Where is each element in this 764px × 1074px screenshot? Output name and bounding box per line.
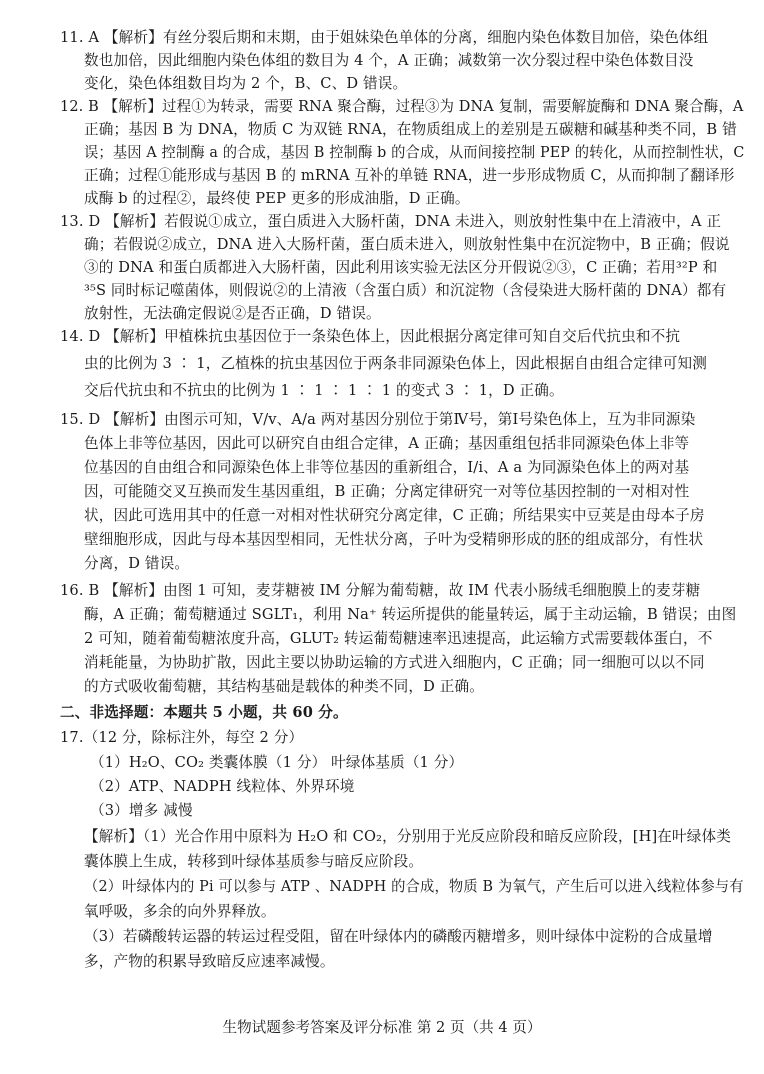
answer-15-line-7: 分离，D 错误。 <box>84 555 190 572</box>
answer-12-line-4: 正确；过程①能形成与基因 B 的 mRNA 互补的单链 RNA，进一步形成物质 C，从而抑制了翻译形 <box>84 167 735 184</box>
answer-14-line-3: 交后代抗虫和不抗虫的比例为 1 ∶ 1 ∶ 1 ∶ 1 的变式 3 ∶ 1，D 正确。 <box>84 382 564 399</box>
answer-17-item-1: （1）H₂O、CO₂ 类囊体膜（1 分） 叶绿体基质（1 分） <box>90 754 464 771</box>
section-heading: 二、非选择题：本题共 5 小题，共 60 分。 <box>60 704 348 721</box>
answer-16-line-2: 酶，A 正确；葡萄糖通过 SGLT₁，利用 Na⁺ 转运所提供的能量转运，属于主动运输，B 错误；由图 <box>84 606 737 623</box>
answer-12-line-5: 成酶 b 的过程②，最终使 PEP 更多的形成油脂，D 正确。 <box>84 190 470 207</box>
answer-11-line-2: 数也加倍，因此细胞内染色体组的数目为 4 个，A 正确；减数第一次分裂过程中染色体数目没 <box>84 52 694 69</box>
answer-17-analysis-line-6: 多，产物的积累导致暗反应速率减慢。 <box>84 953 335 970</box>
answer-13-line-3: ③的 DNA 和蛋白质都进入大肠杆菌，因此利用该实验无法区分开假说②③，C 正确；若用³²P 和 <box>84 259 718 276</box>
answer-17-analysis-line-2: 囊体膜上生成，转移到叶绿体基质参与暗反应阶段。 <box>84 853 424 870</box>
answer-14-line-2: 虫的比例为 3 ∶ 1，乙植株的抗虫基因位于两条非同源染色体上，因此根据自由组合定律可知测 <box>84 355 707 372</box>
answer-17-item-2: （2）ATP、NADPH 线粒体、外界环境 <box>90 778 355 795</box>
answer-12-line-3: 误；基因 A 控制酶 a 的合成，基因 B 控制酶 b 的合成，从而间接控制 PEP 的转化，从而控制性状，C <box>84 144 745 161</box>
answer-12-line-2: 正确；基因 B 为 DNA，物质 C 为双链 RNA，在物质组成上的差别是五碳糖和碱基种类不同，B 错 <box>84 121 737 138</box>
answer-13-line-2: 确；若假说②成立，DNA 进入大肠杆菌，蛋白质未进入，则放射性集中在沉淀物中，B 正确；假说 <box>84 236 730 253</box>
answer-15-line-3: 位基因的自由组合和同源染色体上非等位基因的重新组合，I/i、A a 为同源染色体上的两对基 <box>84 459 690 476</box>
answer-17-header: 17.（12 分，除标注外，每空 2 分） <box>60 729 304 746</box>
answer-13-line-4: ³⁵S 同时标记噬菌体，则假说②的上清液（含蛋白质）和沉淀物（含侵染进大肠杆菌的 DNA）都有 <box>84 282 727 299</box>
answer-15-line-6: 壁细胞形成，因此与母本基因型相同，无性状分离，子叶为受精卵形成的胚的组成部分，有性状 <box>84 531 704 548</box>
answer-16-line-4: 消耗能量，为协助扩散，因此主要以协助运输的方式进入细胞内，C 正确；同一细胞可以以不同 <box>84 654 705 671</box>
answer-16-line-5: 的方式吸收葡萄糖，其结构基础是载体的种类不同，D 正确。 <box>84 678 484 695</box>
answer-15-line-2: 色体上非等位基因，因此可以研究自由组合定律，A 正确；基因重组包括非同源染色体上非等 <box>84 435 690 452</box>
answer-11-line-1: 11. A 【解析】有丝分裂后期和末期，由于姐妹染色单体的分离，细胞内染色体数目加倍，染色体组 <box>60 29 709 46</box>
answer-11-line-3: 变化，染色体组数目均为 2 个，B、C、D 错误。 <box>84 75 408 92</box>
answer-15-line-5: 状，因此可选用其中的任意一对相对性状研究分离定律，C 正确；所结果实中豆荚是由母本子房 <box>84 507 705 524</box>
answer-17-analysis-line-3: （2）叶绿体内的 Pi 可以参与 ATP 、NADPH 的合成，物质 B 为氧气，产生后可以进入线粒体参与有 <box>84 878 744 895</box>
answer-13-line-5: 放射性，无法确定假说②是否正确，D 错误。 <box>84 305 381 322</box>
answer-16-line-1: 16. B 【解析】由图 1 可知，麦芽糖被 IM 分解为葡萄糖，故 IM 代表小肠绒毛细胞膜上的麦芽糖 <box>60 582 701 599</box>
answer-12-line-1: 12. B 【解析】过程①为转录，需要 RNA 聚合酶，过程③为 DNA 复制，需要解旋酶和 DNA 聚合酶，A <box>60 98 744 115</box>
answer-14-line-1: 14. D 【解析】甲植株抗虫基因位于一条染色体上，因此根据分离定律可知自交后代抗虫和不抗 <box>60 328 681 345</box>
answer-15-line-1: 15. D 【解析】由图示可知，V/v、A/a 两对基因分别位于第Ⅳ号，第Ⅰ号染色体上，互为非同源染 <box>60 411 696 428</box>
page-footer: 生物试题参考答案及评分标准 第 2 页（共 4 页） <box>222 1019 542 1036</box>
answer-15-line-4: 因，可能随交叉互换而发生基因重组，B 正确；分离定律研究一对等位基因控制的一对相对性 <box>84 483 690 500</box>
answer-17-analysis-line-4: 氧呼吸，多余的向外界释放。 <box>84 903 276 920</box>
answer-13-line-1: 13. D 【解析】若假说①成立，蛋白质进入大肠杆菌，DNA 未进入，则放射性集中在上清液中，A 正 <box>60 213 722 230</box>
answer-17-analysis-line-1: 【解析】（1）光合作用中原料为 H₂O 和 CO₂，分别用于光反应阶段和暗反应阶段，[H]在叶绿体类 <box>84 828 732 845</box>
answer-17-analysis-line-5: （3）若磷酸转运器的转运过程受阻，留在叶绿体内的磷酸丙糖增多，则叶绿体中淀粉的合成量增 <box>84 928 713 945</box>
answer-17-item-3: （3）增多 减慢 <box>90 802 193 819</box>
answer-16-line-3: 2 可知，随着葡萄糖浓度升高，GLUT₂ 转运葡萄糖速率迅速提高，此运输方式需要载体蛋白，不 <box>84 630 713 647</box>
